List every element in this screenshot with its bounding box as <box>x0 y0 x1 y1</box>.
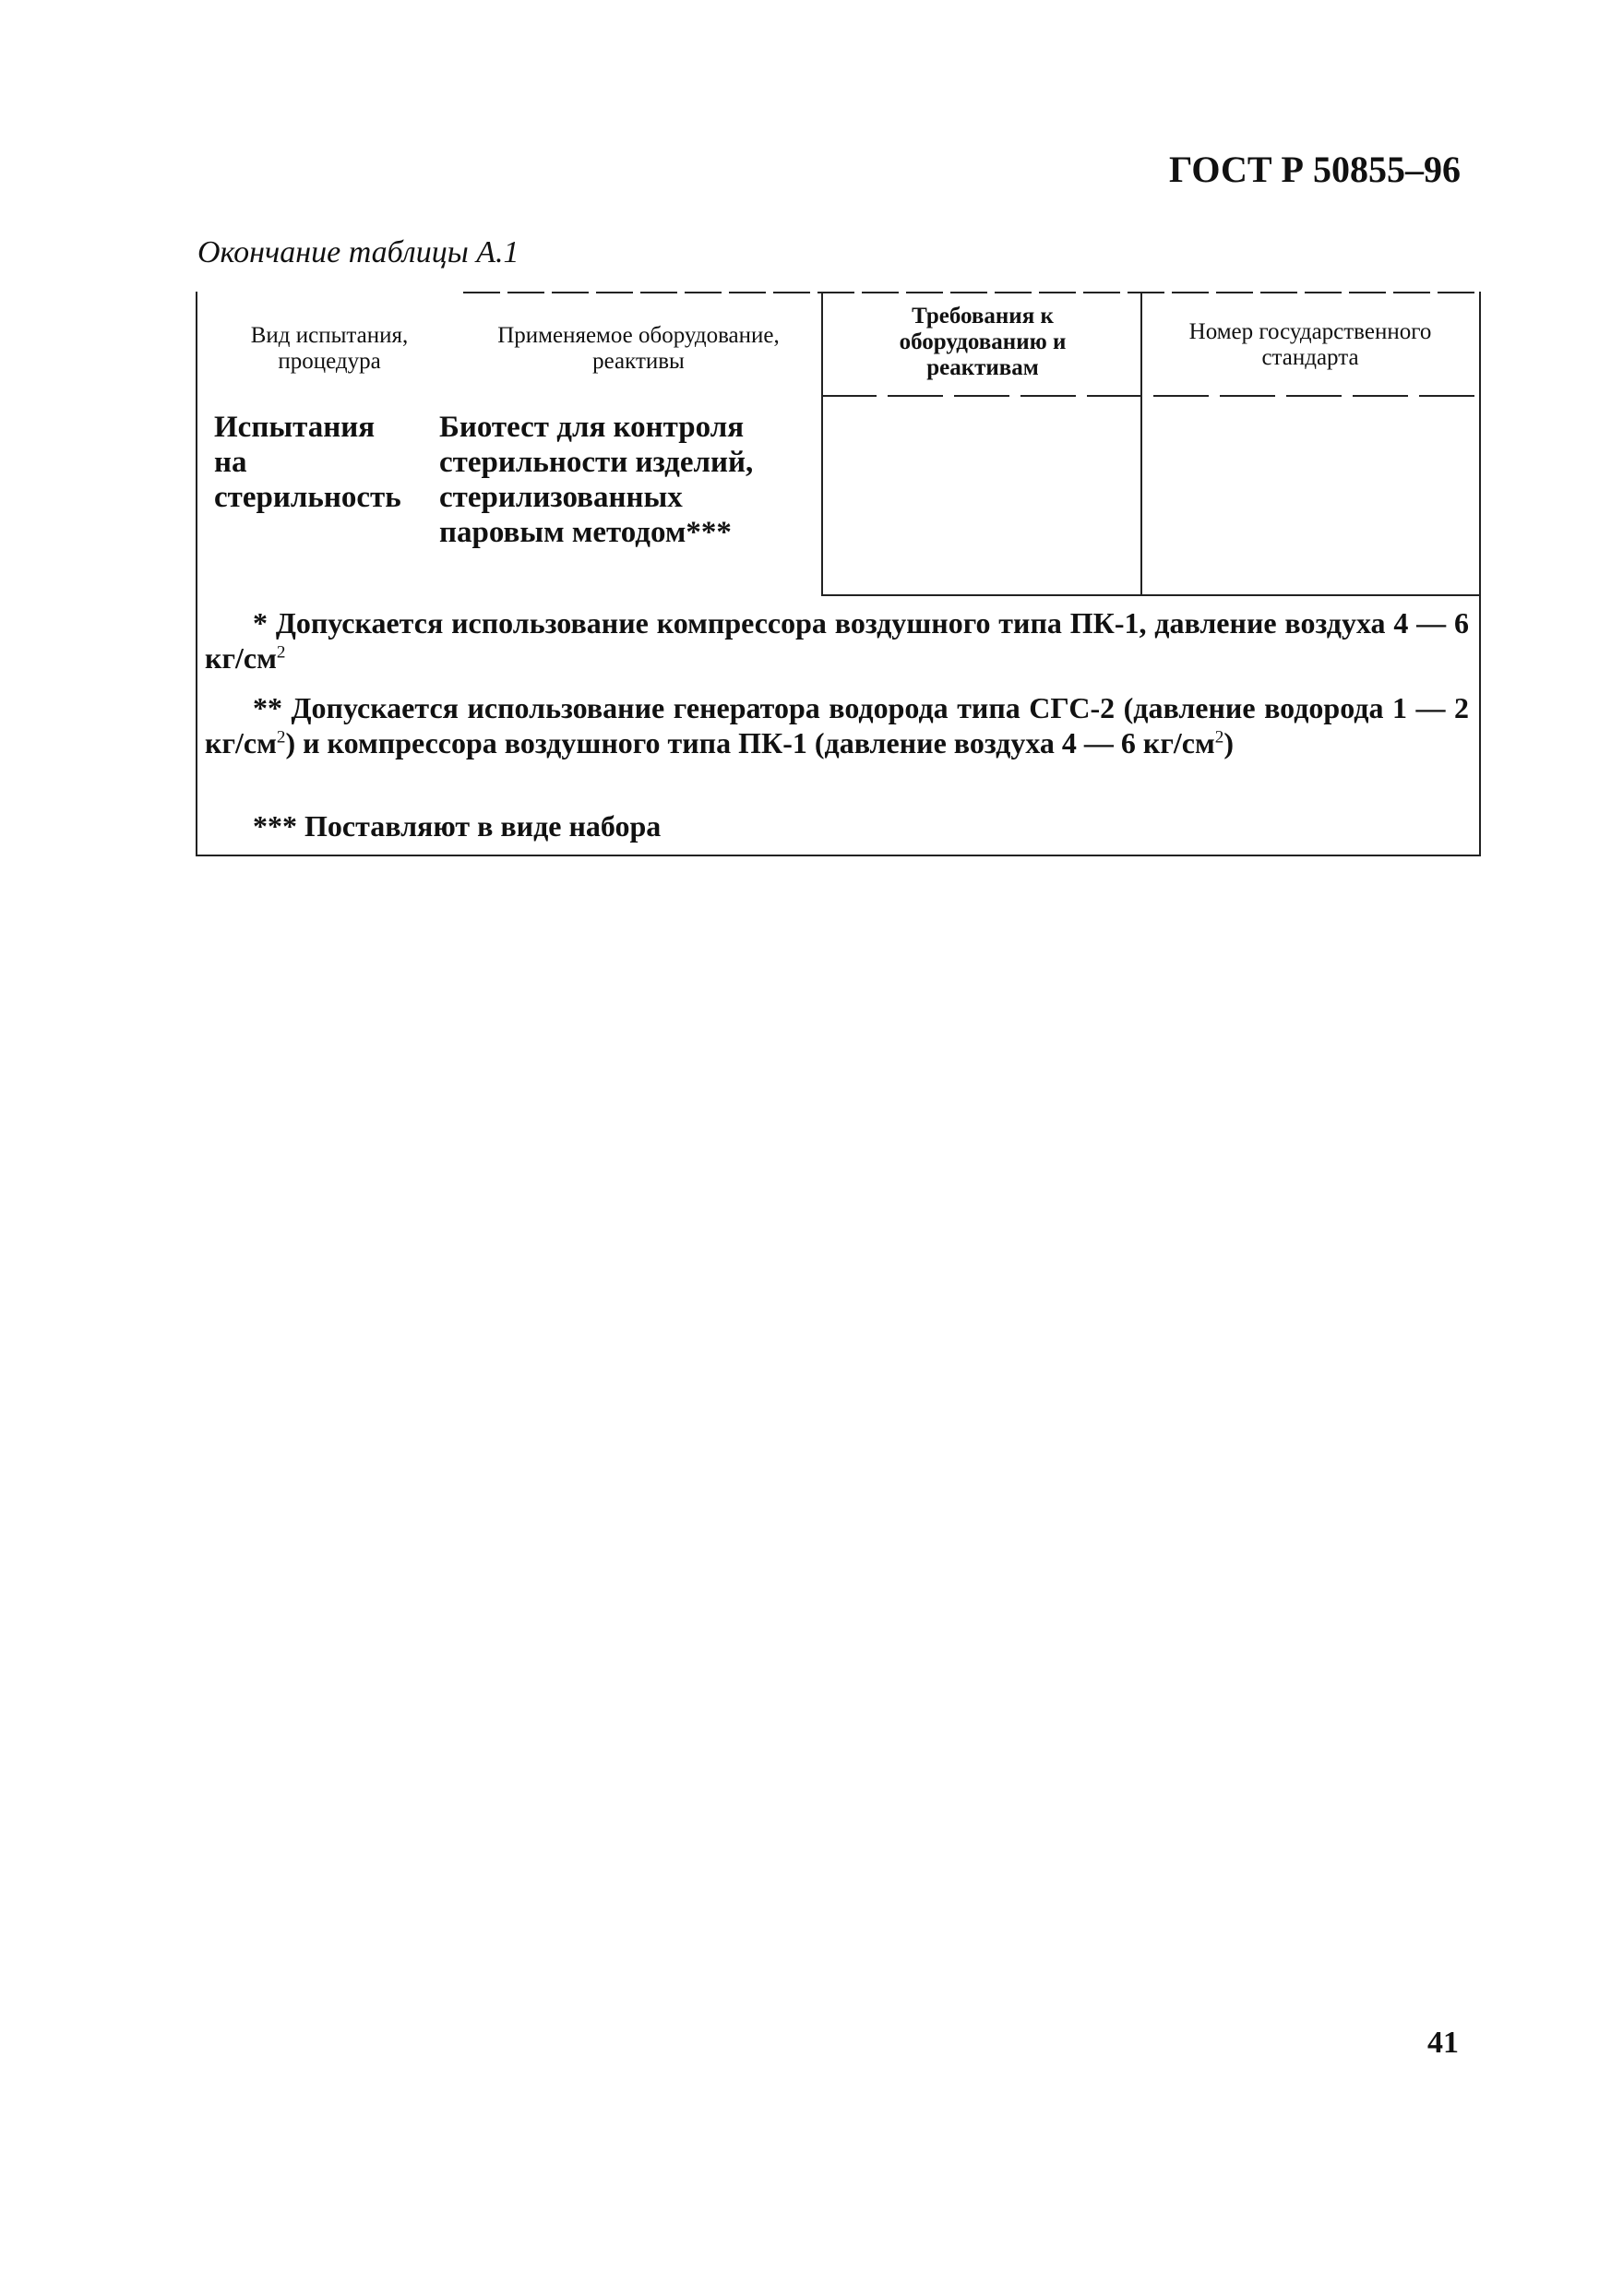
footnote-1-marker: * <box>253 606 268 640</box>
column-divider-3 <box>821 292 823 596</box>
table-frame <box>196 292 1481 860</box>
footnote-2-text-b: ) и компрессора воздушного типа ПК-1 (давление воздуха 4 — 6 кг/см <box>285 726 1215 759</box>
footnote-2-superscript-b: 2 <box>1214 727 1224 747</box>
row-divider <box>821 594 1481 596</box>
footnote-2-superscript-a: 2 <box>276 727 286 747</box>
footnote-3 <box>253 808 1452 843</box>
table-top-border <box>463 292 1481 293</box>
column-header-equipment: Применяемое оборудование, реактивы <box>497 323 780 374</box>
footnote-1-superscript: 2 <box>276 642 286 663</box>
table-caption: Окончание таблицы А.1 <box>197 235 519 269</box>
footnote-1 <box>205 605 1469 676</box>
footnote-2-marker: ** <box>253 691 282 724</box>
document-code: ГОСТ Р 50855–96 <box>1168 149 1461 190</box>
footnote-2-text-c: ) <box>1223 726 1234 759</box>
table-bottom-border <box>196 855 1481 856</box>
column-header-requirements: Требования к оборудованию и реактивам <box>899 304 1067 380</box>
footnote-2-text-a: Допускается использование генератора водорода типа СГС-2 (давление водорода 1 — 2 кг/см <box>205 691 1470 759</box>
footnote-3-text: Поставляют в виде набора <box>304 809 662 843</box>
footnote-3-marker: *** <box>253 809 297 843</box>
row-test-cell: Испытания на стерильность <box>214 411 401 514</box>
table-left-border <box>196 292 197 856</box>
column-header-standard: Номер государственного стандарта <box>1188 319 1432 370</box>
table-right-border <box>1479 292 1481 856</box>
page-number: 41 <box>1427 2026 1459 2060</box>
footnote-1-text: Допускается использование компрессора воздушного типа ПК-1, давление воздуха 4 — 6 кг/см <box>205 606 1470 675</box>
column-divider-4 <box>1140 292 1142 596</box>
footnote-2 <box>205 690 1469 760</box>
header-underline <box>821 395 1481 397</box>
row-equipment-cell: Биотест для контроля стерильности изделий, стерилизованных паровым методом*** <box>439 411 754 549</box>
column-header-test: Вид испытания, процедура <box>250 323 409 374</box>
